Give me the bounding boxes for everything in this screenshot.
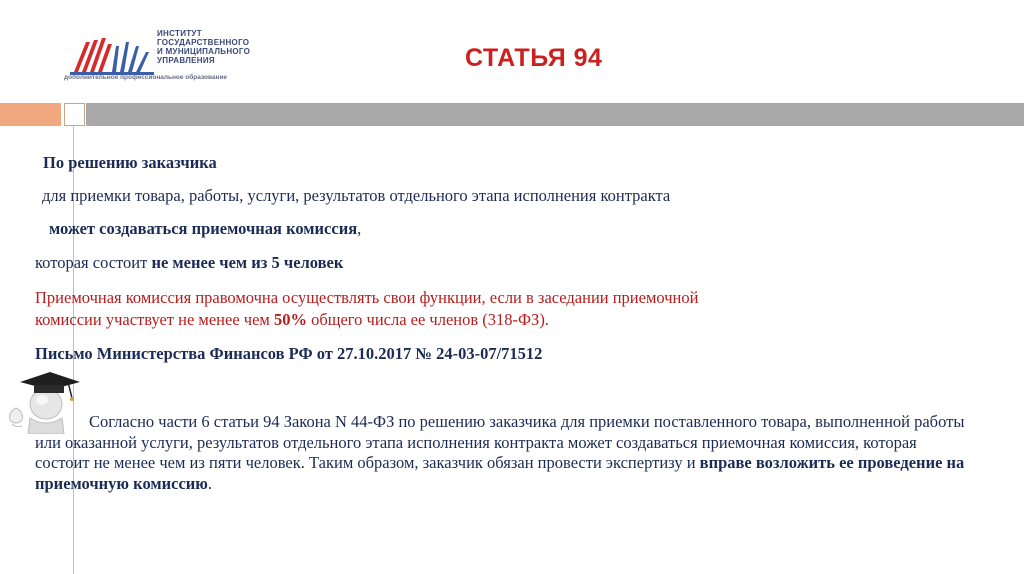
header-divider-bar <box>86 103 1024 126</box>
accent-box <box>64 103 85 126</box>
text-plain: комиссии участвует не менее чем <box>35 310 274 329</box>
letter-reference: Письмо Министерства Финансов РФ от 27.10.2017 № 24-03-07/71512 <box>35 344 543 363</box>
text-line-3 <box>49 219 361 239</box>
text-bold: не менее чем из 5 человек <box>151 253 344 272</box>
accent-bar <box>0 103 61 126</box>
paragraph-text: Согласно части 6 статьи 94 Закона N 44-ФЗ по решению заказчика для приемки поставленного товара, выполненной работы или оказанной услуги, результатов отдельного этапа исполнения контракта может создаваться приемочная комиссия, которая состоит не менее чем из пяти человек. Таким образом, заказчик обязан провести экспертизу и <box>35 412 965 472</box>
text-plain: , <box>357 219 362 238</box>
logo-line: ГОСУДАРСТВЕННОГО <box>157 38 250 47</box>
logo-line: УПРАВЛЕНИЯ <box>157 56 215 65</box>
text-line-1: По решению заказчика <box>43 153 217 172</box>
text-line-5b <box>35 310 549 330</box>
logo-line: И МУНИЦИПАЛЬНОГО <box>157 47 251 56</box>
paragraph-bold: вправе возложить ее проведение на приемочную комиссию <box>35 453 965 493</box>
text-line-4 <box>35 253 343 273</box>
text-line-5a: Приемочная комиссия правомочна осуществлять свои функции, если в заседании приемочной <box>35 288 699 307</box>
logo-tagline: дополнительное профессиональное образование <box>64 74 228 81</box>
text-bold: может создаваться приемочная комиссия <box>49 219 358 238</box>
text-plain: которая состоит <box>35 253 152 272</box>
page-title: СТАТЬЯ 94 <box>465 44 603 72</box>
logo-line: ИНСТИТУТ <box>157 29 202 38</box>
main-paragraph <box>35 412 965 494</box>
text-plain: общего числа ее членов (318-ФЗ). <box>306 310 549 329</box>
logo-text <box>157 29 250 65</box>
text-bold: 50% <box>273 310 307 329</box>
paragraph-end: . <box>207 473 213 493</box>
text-line-2: для приемки товара, работы, услуги, результатов отдельного этапа исполнения контракта <box>42 186 671 205</box>
